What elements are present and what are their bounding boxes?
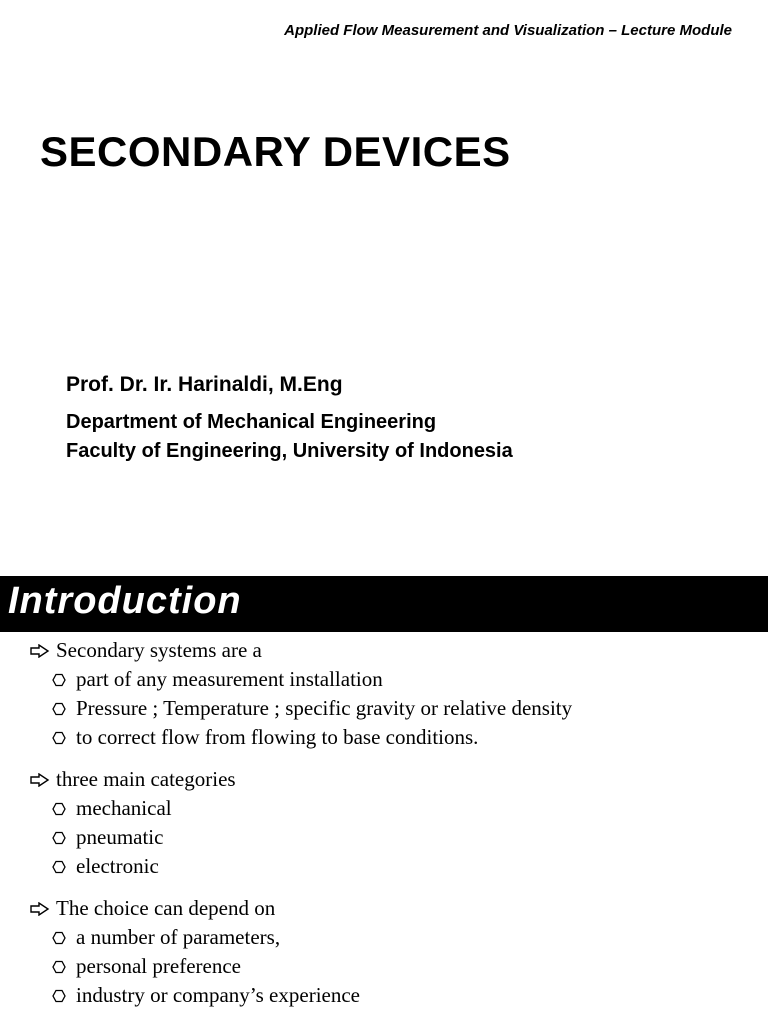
- sub-list-item: [0, 981, 768, 1010]
- list-item: [0, 636, 768, 665]
- department-line: Department of Mechanical Engineering: [66, 411, 437, 433]
- list-item-text: The choice can depend on: [56, 896, 276, 920]
- sub-list-item: [0, 923, 768, 952]
- sub-list-item-text: part of any measurement installation: [76, 667, 383, 691]
- sub-list-item: [0, 723, 768, 752]
- hexagon-bullet-icon: [52, 731, 66, 745]
- sub-list-item: [0, 952, 768, 981]
- hexagon-bullet-icon: [52, 960, 66, 974]
- author-name: Prof. Dr. Ir. Harinaldi, M.Eng: [66, 373, 343, 396]
- sub-list-item-text: industry or company’s experience: [76, 983, 360, 1007]
- hexagon-bullet-icon: [52, 831, 66, 845]
- list-item: [0, 894, 768, 923]
- list-item-text: Secondary systems are a: [56, 638, 262, 662]
- hexagon-bullet-icon: [52, 702, 66, 716]
- hexagon-bullet-icon: [52, 860, 66, 874]
- sub-list-item-text: to correct flow from flowing to base conditions.: [76, 725, 479, 749]
- page-title: SECONDARY DEVICES: [40, 128, 511, 175]
- bullet-group: [0, 765, 768, 881]
- list-item: [0, 765, 768, 794]
- sub-list-item: [0, 823, 768, 852]
- sub-list-item: [0, 852, 768, 881]
- hexagon-bullet-icon: [52, 989, 66, 1003]
- sub-list-item-text: pneumatic: [76, 825, 164, 849]
- list-item-text: three main categories: [56, 767, 236, 791]
- sub-list-item: [0, 694, 768, 723]
- sub-list-item-text: Pressure ; Temperature ; specific gravity or relative density: [76, 696, 573, 720]
- arrow-right-outline-icon: [30, 773, 50, 787]
- section-content: [0, 636, 768, 1023]
- arrow-right-outline-icon: [30, 902, 50, 916]
- bullet-group: [0, 636, 768, 752]
- module-header: Applied Flow Measurement and Visualization – Lecture Module: [284, 22, 732, 39]
- faculty-line: Faculty of Engineering, University of Indonesia: [66, 440, 513, 462]
- sub-list-item-text: electronic: [76, 854, 159, 878]
- sub-list-item: [0, 665, 768, 694]
- arrow-right-outline-icon: [30, 644, 50, 658]
- sub-list-item-text: mechanical: [76, 796, 172, 820]
- section-heading: Introduction: [8, 580, 242, 622]
- hexagon-bullet-icon: [52, 802, 66, 816]
- hexagon-bullet-icon: [52, 673, 66, 687]
- hexagon-bullet-icon: [52, 931, 66, 945]
- section-banner: [0, 576, 768, 632]
- sub-list-item-text: a number of parameters,: [76, 925, 281, 949]
- sub-list-item: [0, 794, 768, 823]
- bullet-group: [0, 894, 768, 1010]
- sub-list-item-text: personal preference: [76, 954, 241, 978]
